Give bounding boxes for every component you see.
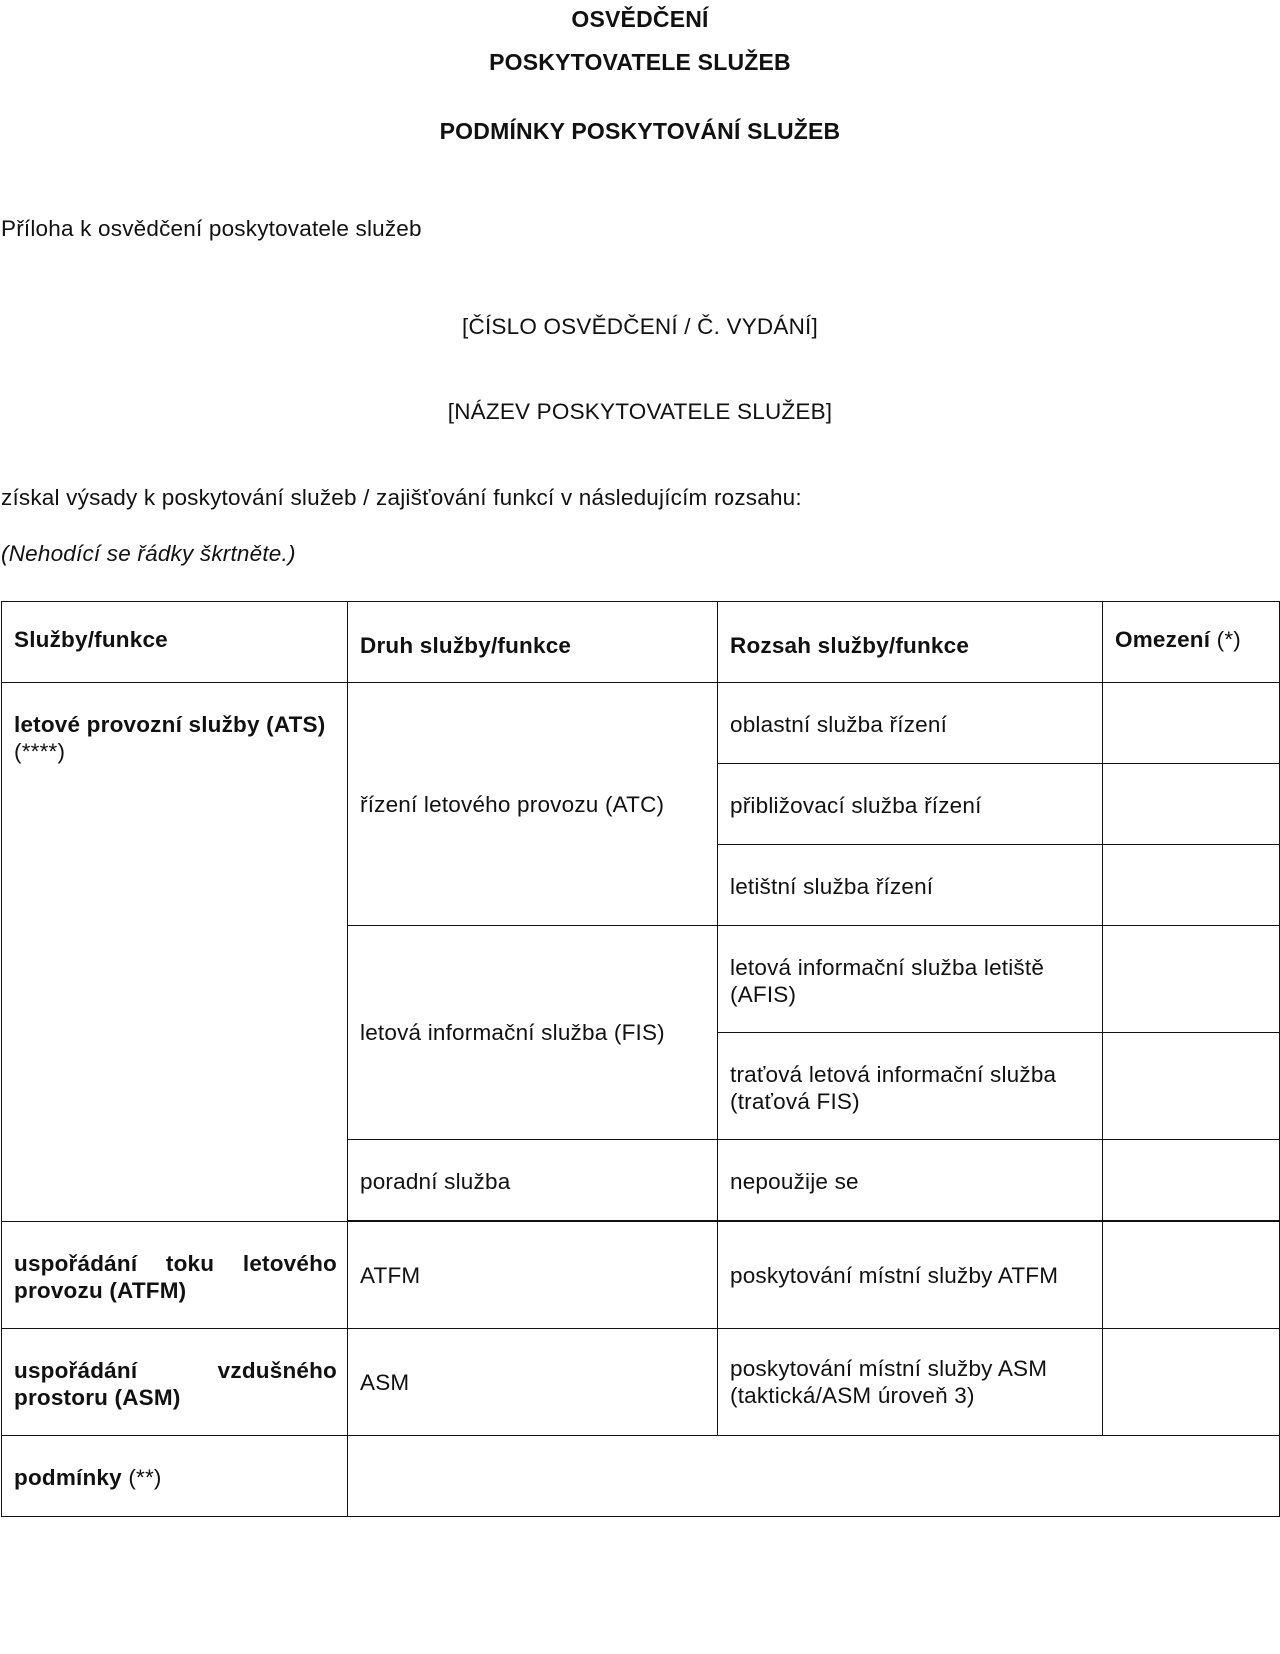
atc-scope-aerodrome: letištní služba řízení <box>718 845 1103 926</box>
header-services: Služby/funkce <box>2 602 348 683</box>
asm-label-cell <box>2 1329 348 1436</box>
atfm-scope-cell: poskytování místní služby ATFM <box>718 1222 1103 1329</box>
atfm-label-cell <box>2 1222 348 1329</box>
limits-cell <box>1103 1222 1280 1329</box>
table-row <box>2 683 1280 764</box>
atc-scope-area: oblastní služba řízení <box>718 683 1103 764</box>
header-limits <box>1103 602 1280 683</box>
certificate-number-placeholder: [ČÍSLO OSVĚDČENÍ / Č. VYDÁNÍ] <box>462 314 818 339</box>
atc-type-cell: řízení letového provozu (ATC) <box>348 683 718 926</box>
annex-line: Příloha k osvědčení poskytovatele služeb <box>1 216 422 241</box>
strike-note: (Nehodící se řádky škrtněte.) <box>1 541 296 566</box>
fis-scope-enroute: traťová letová informační služba (traťová FIS) <box>718 1033 1103 1140</box>
conditions-title: PODMÍNKY POSKYTOVÁNÍ SLUŽEB <box>439 118 841 144</box>
atc-scope-approach: přibližovací služba řízení <box>718 764 1103 845</box>
fis-scope-afis: letová informační služba letiště (AFIS) <box>718 926 1103 1033</box>
conditions-label: podmínky <box>14 1465 122 1490</box>
limits-cell <box>1103 1329 1280 1436</box>
header-limits-label: Omezení <box>1115 627 1211 652</box>
limits-cell <box>1103 1140 1280 1221</box>
table-header-row <box>2 602 1280 683</box>
fis-type-cell: letová informační služba (FIS) <box>348 926 718 1140</box>
certificate-title: OSVĚDČENÍ <box>571 6 709 32</box>
limits-cell <box>1103 926 1280 1033</box>
ats-label: letové provozní služby (ATS) <box>14 712 326 737</box>
asm-type-cell: ASM <box>348 1329 718 1436</box>
conditions-label-cell <box>2 1436 348 1517</box>
ats-label-cell <box>2 683 348 1222</box>
certificate-subtitle: POSKYTOVATELE SLUŽEB <box>489 49 791 75</box>
provider-name-placeholder: [NÁZEV POSKYTOVATELE SLUŽEB] <box>447 399 833 424</box>
limits-cell <box>1103 1033 1280 1140</box>
conditions-value-cell <box>348 1436 1280 1517</box>
table-row <box>2 1436 1280 1517</box>
table-row <box>2 1329 1280 1436</box>
conditions-label-note: (**) <box>121 1465 162 1490</box>
limits-cell <box>1103 845 1280 926</box>
advisory-type-cell: poradní služba <box>348 1140 718 1221</box>
header-scope: Rozsah služby/funkce <box>718 602 1103 683</box>
header-type: Druh služby/funkce <box>348 602 718 683</box>
advisory-scope-cell: nepoužije se <box>718 1140 1103 1221</box>
table-row <box>2 1222 1280 1329</box>
atfm-label: uspořádání toku letového provozu (ATFM) <box>14 1251 337 1303</box>
ats-label-note: (****) <box>14 739 66 764</box>
asm-scope-cell: poskytování místní služby ASM (taktická/ASM úroveň 3) <box>718 1329 1103 1436</box>
limits-cell <box>1103 764 1280 845</box>
services-table <box>1 601 1280 1517</box>
privileges-line: získal výsady k poskytování služeb / zajišťování funkcí v následujícím rozsahu: <box>1 485 802 510</box>
atfm-type-cell: ATFM <box>348 1222 718 1329</box>
limits-cell <box>1103 683 1280 764</box>
header-limits-note: (*) <box>1210 627 1241 652</box>
asm-label: uspořádání vzdušného prostoru (ASM) <box>14 1358 337 1410</box>
